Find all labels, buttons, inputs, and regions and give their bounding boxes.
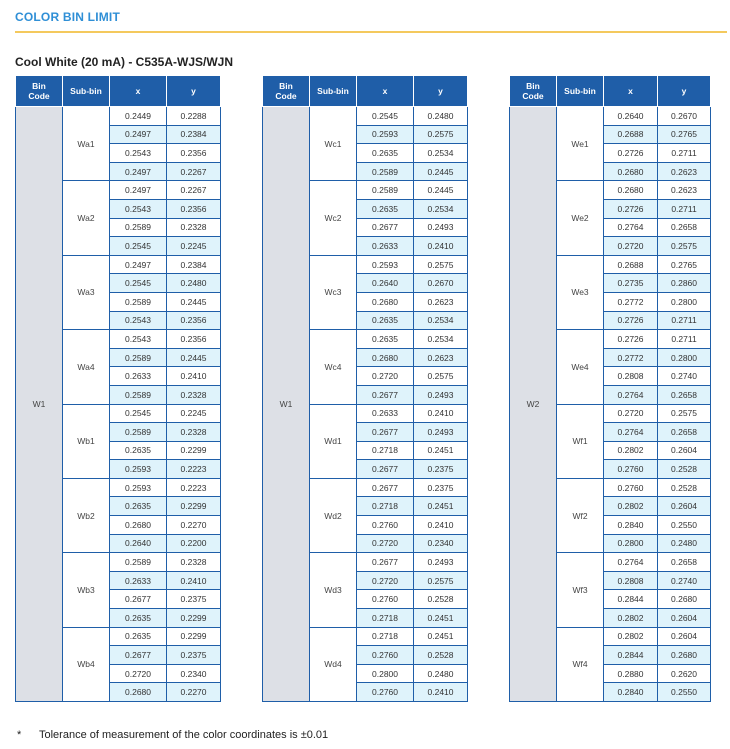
x-value-cell: 0.2680 <box>357 348 414 367</box>
bin-code-cell: W1 <box>16 107 63 702</box>
y-value-cell: 0.2534 <box>414 144 468 163</box>
x-value-cell: 0.2760 <box>357 590 414 609</box>
x-value-cell: 0.2800 <box>604 534 658 553</box>
x-value-cell: 0.2635 <box>110 441 167 460</box>
x-value-cell: 0.2726 <box>604 199 658 218</box>
x-value-cell: 0.2589 <box>110 292 167 311</box>
x-value-cell: 0.2802 <box>604 609 658 628</box>
x-value-cell: 0.2543 <box>110 199 167 218</box>
y-value-cell: 0.2670 <box>658 107 711 126</box>
x-value-cell: 0.2764 <box>604 385 658 404</box>
y-value-cell: 0.2493 <box>414 218 468 237</box>
y-value-cell: 0.2534 <box>414 311 468 330</box>
x-value-cell: 0.2497 <box>110 255 167 274</box>
y-value-cell: 0.2480 <box>658 534 711 553</box>
y-value-cell: 0.2267 <box>167 162 221 181</box>
y-value-cell: 0.2410 <box>167 571 221 590</box>
y-value-cell: 0.2658 <box>658 553 711 572</box>
y-value-cell: 0.2375 <box>167 590 221 609</box>
x-value-cell: 0.2593 <box>110 460 167 479</box>
y-value-cell: 0.2575 <box>414 367 468 386</box>
x-value-cell: 0.2635 <box>110 627 167 646</box>
x-value-cell: 0.2720 <box>110 664 167 683</box>
x-value-cell: 0.2545 <box>110 404 167 423</box>
y-value-cell: 0.2623 <box>658 181 711 200</box>
x-value-cell: 0.2802 <box>604 627 658 646</box>
y-value-cell: 0.2451 <box>414 441 468 460</box>
sub-bin-cell: We1 <box>557 107 604 181</box>
x-value-cell: 0.2677 <box>110 590 167 609</box>
x-value-cell: 0.2677 <box>110 646 167 665</box>
sub-bin-header: Sub-bin <box>63 76 110 107</box>
x-value-cell: 0.2720 <box>604 404 658 423</box>
sub-bin-cell: Wb3 <box>63 553 110 627</box>
x-value-cell: 0.2726 <box>604 144 658 163</box>
sub-bin-cell: Wa1 <box>63 107 110 181</box>
sub-bin-cell: Wf3 <box>557 553 604 627</box>
y-value-cell: 0.2328 <box>167 218 221 237</box>
y-value-cell: 0.2604 <box>658 441 711 460</box>
x-value-cell: 0.2677 <box>357 423 414 442</box>
y-value-cell: 0.2550 <box>658 516 711 535</box>
sub-bin-cell: Wd3 <box>310 553 357 627</box>
bin-code-header: Bin Code <box>16 76 63 107</box>
y-value-cell: 0.2620 <box>658 664 711 683</box>
x-value-cell: 0.2680 <box>357 292 414 311</box>
x-value-cell: 0.2802 <box>604 441 658 460</box>
footnote <box>17 729 328 741</box>
x-value-cell: 0.2635 <box>357 199 414 218</box>
y-value-cell: 0.2245 <box>167 237 221 256</box>
y-value-cell: 0.2534 <box>414 330 468 349</box>
y-value-cell: 0.2445 <box>167 292 221 311</box>
sub-bin-cell: Wd2 <box>310 478 357 552</box>
x-value-cell: 0.2680 <box>604 181 658 200</box>
y-value-cell: 0.2356 <box>167 311 221 330</box>
sub-bin-cell: Wf2 <box>557 478 604 552</box>
x-value-cell: 0.2726 <box>604 311 658 330</box>
y-value-cell: 0.2356 <box>167 330 221 349</box>
x-value-cell: 0.2718 <box>357 609 414 628</box>
y-value-cell: 0.2384 <box>167 125 221 144</box>
x-value-cell: 0.2760 <box>604 478 658 497</box>
y-value-cell: 0.2480 <box>414 664 468 683</box>
y-value-cell: 0.2575 <box>414 571 468 590</box>
y-value-cell: 0.2604 <box>658 627 711 646</box>
x-value-cell: 0.2635 <box>357 144 414 163</box>
sub-bin-cell: We2 <box>557 181 604 255</box>
y-value-cell: 0.2711 <box>658 199 711 218</box>
y-value-cell: 0.2765 <box>658 125 711 144</box>
y-value-cell: 0.2410 <box>414 683 468 702</box>
x-value-cell: 0.2589 <box>110 385 167 404</box>
x-value-cell: 0.2545 <box>110 237 167 256</box>
x-value-cell: 0.2720 <box>357 534 414 553</box>
table-row <box>16 107 221 126</box>
y-value-cell: 0.2328 <box>167 385 221 404</box>
x-value-cell: 0.2545 <box>357 107 414 126</box>
x-value-cell: 0.2543 <box>110 311 167 330</box>
y-value-cell: 0.2288 <box>167 107 221 126</box>
y-value-cell: 0.2623 <box>414 348 468 367</box>
x-value-cell: 0.2720 <box>357 367 414 386</box>
y-value-cell: 0.2680 <box>658 590 711 609</box>
y-value-cell: 0.2410 <box>167 367 221 386</box>
x-value-cell: 0.2589 <box>110 348 167 367</box>
y-value-cell: 0.2375 <box>167 646 221 665</box>
sub-bin-cell: Wb4 <box>63 627 110 701</box>
x-value-cell: 0.2840 <box>604 516 658 535</box>
sub-bin-cell: Wc3 <box>310 255 357 329</box>
section-title: COLOR BIN LIMIT <box>15 10 120 24</box>
color-bin-table-3 <box>509 75 711 702</box>
x-value-cell: 0.2589 <box>110 423 167 442</box>
x-value-cell: 0.2680 <box>110 683 167 702</box>
y-value-cell: 0.2575 <box>658 404 711 423</box>
x-value-cell: 0.2735 <box>604 274 658 293</box>
x-value-cell: 0.2760 <box>357 683 414 702</box>
x-value-cell: 0.2844 <box>604 646 658 665</box>
sub-bin-cell: Wa3 <box>63 255 110 329</box>
x-value-cell: 0.2635 <box>110 609 167 628</box>
sub-bin-cell: Wc1 <box>310 107 357 181</box>
x-value-cell: 0.2640 <box>357 274 414 293</box>
sub-bin-header: Sub-bin <box>310 76 357 107</box>
x-value-cell: 0.2589 <box>357 181 414 200</box>
y-value-cell: 0.2410 <box>414 404 468 423</box>
y-value-cell: 0.2356 <box>167 199 221 218</box>
x-value-cell: 0.2640 <box>110 534 167 553</box>
y-value-cell: 0.2711 <box>658 144 711 163</box>
bin-code-header: Bin Code <box>510 76 557 107</box>
y-header: y <box>167 76 221 107</box>
x-value-cell: 0.2764 <box>604 218 658 237</box>
y-value-cell: 0.2711 <box>658 330 711 349</box>
x-value-cell: 0.2720 <box>357 571 414 590</box>
x-value-cell: 0.2545 <box>110 274 167 293</box>
sub-bin-cell: Wb2 <box>63 478 110 552</box>
y-value-cell: 0.2534 <box>414 199 468 218</box>
y-value-cell: 0.2340 <box>414 534 468 553</box>
x-value-cell: 0.2772 <box>604 292 658 311</box>
x-value-cell: 0.2802 <box>604 497 658 516</box>
y-value-cell: 0.2800 <box>658 348 711 367</box>
x-value-cell: 0.2760 <box>357 516 414 535</box>
x-value-cell: 0.2677 <box>357 385 414 404</box>
x-value-cell: 0.2497 <box>110 181 167 200</box>
x-value-cell: 0.2720 <box>604 237 658 256</box>
y-value-cell: 0.2670 <box>414 274 468 293</box>
y-value-cell: 0.2604 <box>658 497 711 516</box>
y-value-cell: 0.2223 <box>167 478 221 497</box>
y-value-cell: 0.2480 <box>414 107 468 126</box>
y-value-cell: 0.2740 <box>658 571 711 590</box>
y-value-cell: 0.2328 <box>167 553 221 572</box>
y-value-cell: 0.2740 <box>658 367 711 386</box>
y-value-cell: 0.2451 <box>414 497 468 516</box>
bin-code-cell: W2 <box>510 107 557 702</box>
x-value-cell: 0.2764 <box>604 553 658 572</box>
y-value-cell: 0.2800 <box>658 292 711 311</box>
x-value-cell: 0.2677 <box>357 460 414 479</box>
y-value-cell: 0.2860 <box>658 274 711 293</box>
x-value-cell: 0.2593 <box>357 255 414 274</box>
x-value-cell: 0.2808 <box>604 571 658 590</box>
bin-code-header: Bin Code <box>263 76 310 107</box>
y-value-cell: 0.2445 <box>167 348 221 367</box>
sub-bin-cell: We4 <box>557 330 604 404</box>
x-value-cell: 0.2635 <box>110 497 167 516</box>
y-value-cell: 0.2575 <box>658 237 711 256</box>
color-bin-table-2 <box>262 75 468 702</box>
y-value-cell: 0.2270 <box>167 683 221 702</box>
x-value-cell: 0.2497 <box>110 162 167 181</box>
y-value-cell: 0.2267 <box>167 181 221 200</box>
y-value-cell: 0.2375 <box>414 478 468 497</box>
x-value-cell: 0.2688 <box>604 255 658 274</box>
y-value-cell: 0.2711 <box>658 311 711 330</box>
sub-bin-cell: Wd4 <box>310 627 357 701</box>
x-value-cell: 0.2593 <box>110 478 167 497</box>
sub-bin-header: Sub-bin <box>557 76 604 107</box>
y-value-cell: 0.2493 <box>414 423 468 442</box>
x-value-cell: 0.2718 <box>357 441 414 460</box>
x-header: x <box>357 76 414 107</box>
sub-bin-cell: Wc2 <box>310 181 357 255</box>
x-value-cell: 0.2760 <box>357 646 414 665</box>
sub-bin-cell: Wa4 <box>63 330 110 404</box>
y-value-cell: 0.2658 <box>658 385 711 404</box>
sub-bin-cell: Wb1 <box>63 404 110 478</box>
y-value-cell: 0.2528 <box>658 478 711 497</box>
y-value-cell: 0.2528 <box>414 590 468 609</box>
table-header-row <box>510 76 711 107</box>
x-value-cell: 0.2543 <box>110 330 167 349</box>
x-value-cell: 0.2589 <box>110 553 167 572</box>
y-value-cell: 0.2680 <box>658 646 711 665</box>
footnote-text: Tolerance of measurement of the color coordinates is ±0.01 <box>39 729 329 741</box>
y-value-cell: 0.2356 <box>167 144 221 163</box>
y-value-cell: 0.2623 <box>658 162 711 181</box>
x-value-cell: 0.2633 <box>110 367 167 386</box>
y-value-cell: 0.2451 <box>414 609 468 628</box>
y-value-cell: 0.2528 <box>414 646 468 665</box>
y-value-cell: 0.2575 <box>414 125 468 144</box>
y-value-cell: 0.2299 <box>167 441 221 460</box>
y-value-cell: 0.2340 <box>167 664 221 683</box>
y-value-cell: 0.2410 <box>414 237 468 256</box>
table-header-row <box>263 76 468 107</box>
x-value-cell: 0.2593 <box>357 125 414 144</box>
x-value-cell: 0.2688 <box>604 125 658 144</box>
x-value-cell: 0.2844 <box>604 590 658 609</box>
y-value-cell: 0.2328 <box>167 423 221 442</box>
y-value-cell: 0.2575 <box>414 255 468 274</box>
x-value-cell: 0.2633 <box>110 571 167 590</box>
x-value-cell: 0.2449 <box>110 107 167 126</box>
x-value-cell: 0.2677 <box>357 218 414 237</box>
sub-bin-cell: Wf4 <box>557 627 604 701</box>
x-value-cell: 0.2726 <box>604 330 658 349</box>
y-value-cell: 0.2658 <box>658 218 711 237</box>
y-value-cell: 0.2299 <box>167 627 221 646</box>
x-value-cell: 0.2772 <box>604 348 658 367</box>
x-value-cell: 0.2633 <box>357 404 414 423</box>
x-value-cell: 0.2680 <box>604 162 658 181</box>
y-value-cell: 0.2375 <box>414 460 468 479</box>
x-value-cell: 0.2800 <box>357 664 414 683</box>
y-value-cell: 0.2493 <box>414 553 468 572</box>
y-value-cell: 0.2445 <box>414 162 468 181</box>
sub-bin-cell: Wd1 <box>310 404 357 478</box>
x-value-cell: 0.2677 <box>357 478 414 497</box>
sub-bin-cell: Wf1 <box>557 404 604 478</box>
y-value-cell: 0.2245 <box>167 404 221 423</box>
x-value-cell: 0.2880 <box>604 664 658 683</box>
x-value-cell: 0.2633 <box>357 237 414 256</box>
x-value-cell: 0.2808 <box>604 367 658 386</box>
y-value-cell: 0.2445 <box>414 181 468 200</box>
table-header-row <box>16 76 221 107</box>
table-row <box>263 107 468 126</box>
x-value-cell: 0.2680 <box>110 516 167 535</box>
x-value-cell: 0.2635 <box>357 311 414 330</box>
x-value-cell: 0.2589 <box>110 218 167 237</box>
y-header: y <box>414 76 468 107</box>
y-value-cell: 0.2299 <box>167 497 221 516</box>
footnote-marker: * <box>17 729 22 741</box>
sub-bin-cell: Wa2 <box>63 181 110 255</box>
sub-bin-cell: Wc4 <box>310 330 357 404</box>
x-value-cell: 0.2497 <box>110 125 167 144</box>
y-value-cell: 0.2451 <box>414 627 468 646</box>
x-header: x <box>604 76 658 107</box>
bin-code-cell: W1 <box>263 107 310 702</box>
color-bin-table-1 <box>15 75 221 702</box>
y-value-cell: 0.2200 <box>167 534 221 553</box>
y-value-cell: 0.2623 <box>414 292 468 311</box>
y-value-cell: 0.2765 <box>658 255 711 274</box>
y-header: y <box>658 76 711 107</box>
x-value-cell: 0.2718 <box>357 627 414 646</box>
x-value-cell: 0.2635 <box>357 330 414 349</box>
y-value-cell: 0.2604 <box>658 609 711 628</box>
x-value-cell: 0.2677 <box>357 553 414 572</box>
x-value-cell: 0.2718 <box>357 497 414 516</box>
title-divider <box>15 31 727 33</box>
x-value-cell: 0.2640 <box>604 107 658 126</box>
y-value-cell: 0.2410 <box>414 516 468 535</box>
x-value-cell: 0.2589 <box>357 162 414 181</box>
y-value-cell: 0.2528 <box>658 460 711 479</box>
y-value-cell: 0.2658 <box>658 423 711 442</box>
y-value-cell: 0.2480 <box>167 274 221 293</box>
table-row <box>510 107 711 126</box>
x-value-cell: 0.2764 <box>604 423 658 442</box>
y-value-cell: 0.2550 <box>658 683 711 702</box>
x-value-cell: 0.2760 <box>604 460 658 479</box>
y-value-cell: 0.2299 <box>167 609 221 628</box>
product-subtitle: Cool White (20 mA) - C535A-WJS/WJN <box>15 55 234 69</box>
y-value-cell: 0.2384 <box>167 255 221 274</box>
y-value-cell: 0.2493 <box>414 385 468 404</box>
x-value-cell: 0.2543 <box>110 144 167 163</box>
x-header: x <box>110 76 167 107</box>
y-value-cell: 0.2223 <box>167 460 221 479</box>
x-value-cell: 0.2840 <box>604 683 658 702</box>
y-value-cell: 0.2270 <box>167 516 221 535</box>
sub-bin-cell: We3 <box>557 255 604 329</box>
